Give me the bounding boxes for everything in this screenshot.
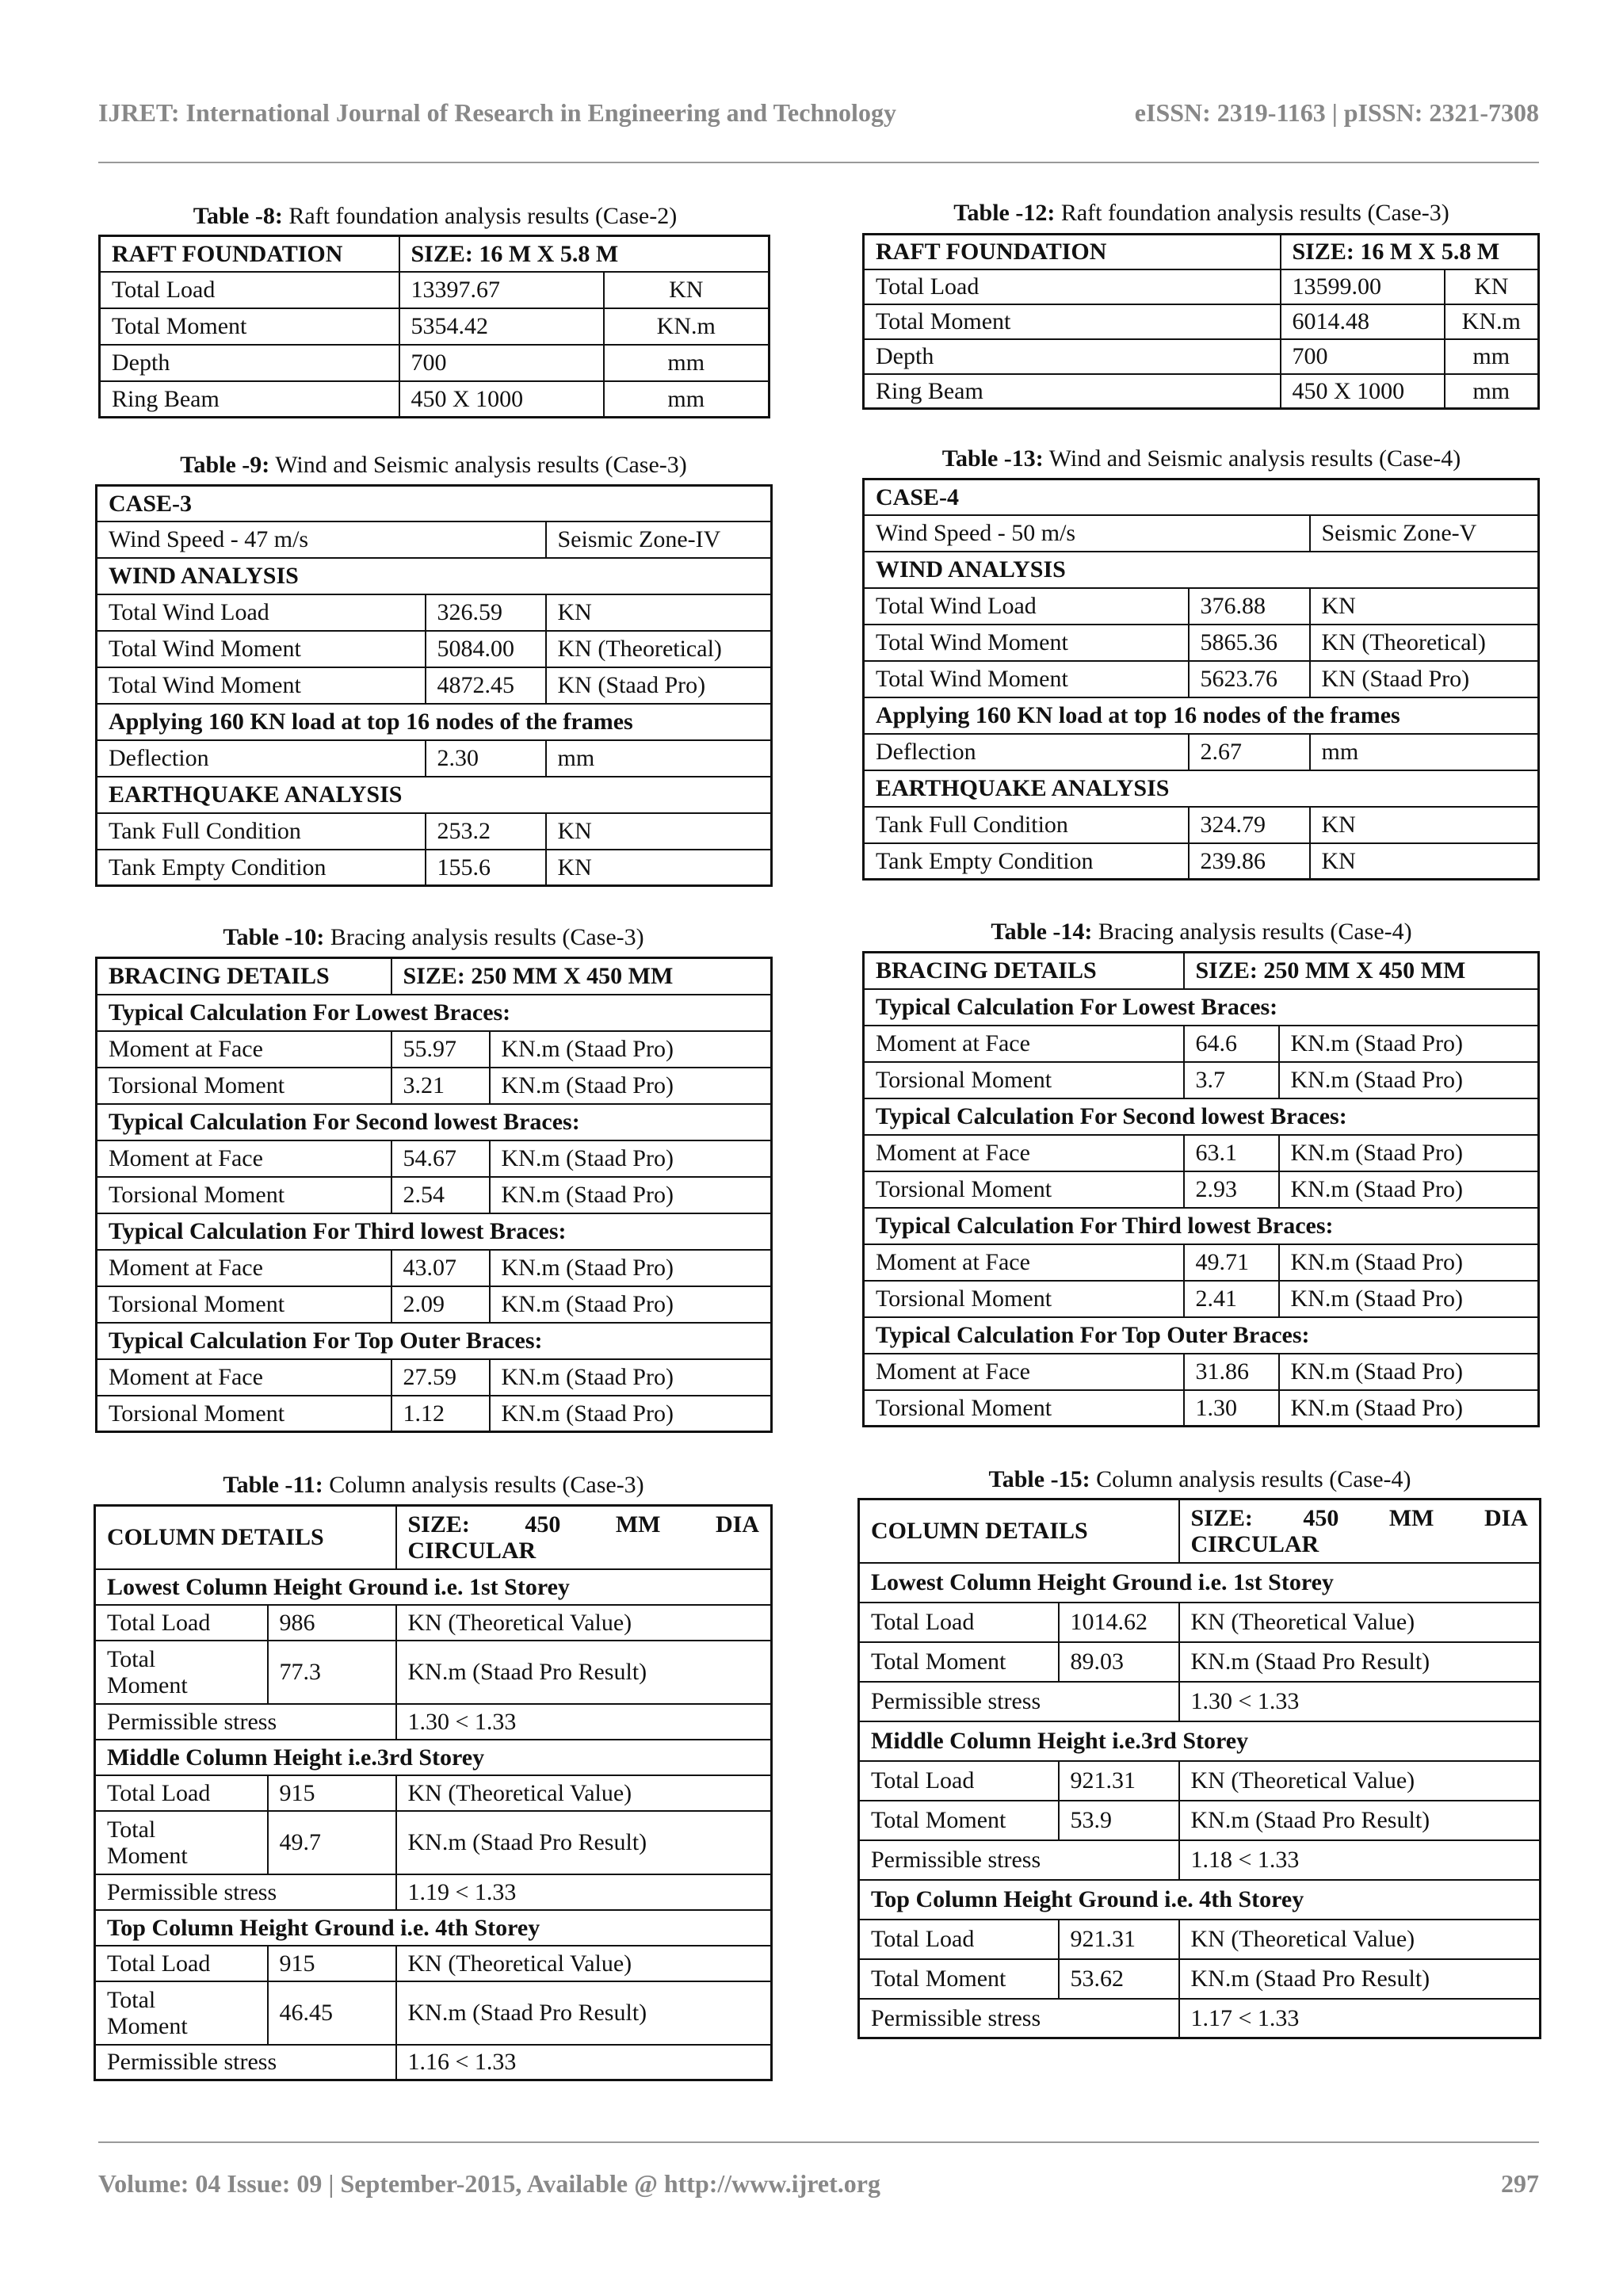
table-row-value: 155.6 [426,850,546,886]
load-application-note: Applying 160 KN load at top 16 nodes of the frames [864,697,1539,734]
table-row-value: 49.71 [1184,1244,1279,1281]
table-row-label: Moment at Face [97,1359,391,1396]
table-row-value: 1.30 < 1.33 [396,1704,772,1740]
table-row-unit: KN.m (Staad Pro Result) [396,1981,772,2045]
table-row-unit: KN.m (Staad Pro) [490,1286,772,1323]
table-9 [95,484,773,887]
table-row-label: Total Moment [100,308,399,345]
table-row-unit: KN [546,850,772,886]
table-row-label: Moment at Face [864,1354,1184,1390]
table-8 [98,235,770,418]
table-row-unit: KN.m (Staad Pro) [1279,1354,1539,1390]
table-8-header-size: SIZE: 16 M X 5.8 M [399,236,769,272]
table-row-label: Total Load [859,1761,1059,1801]
table-row-label: Torsional Moment [864,1062,1184,1098]
seismic-zone: Seismic Zone-IV [546,521,772,558]
table-row-label: Total Load [100,272,399,308]
table-row-unit: KN (Theoretical Value) [1179,1603,1541,1642]
table-row-value: 53.62 [1059,1959,1179,1999]
table-row-label: Deflection [97,740,426,777]
table-row-value: 700 [399,345,604,381]
column-group-title: Lowest Column Height Ground i.e. 1st Storey [859,1563,1541,1603]
table-row-label: Permissible stress [95,1704,396,1740]
table-row-label: Total Moment [95,1811,268,1874]
table-row-label: Ring Beam [100,381,399,418]
table-row-value: 2.09 [391,1286,490,1323]
table-row-unit: KN (Theoretical) [546,631,772,667]
column-group-title: Lowest Column Height Ground i.e. 1st Storey [95,1569,772,1605]
table-row-unit: KN [604,272,769,308]
table-13-caption: Table -13: Wind and Seismic analysis results (Case-4) [941,445,1461,472]
table-11-caption: Table -11: Column analysis results (Case-3) [223,1472,644,1498]
table-row-label: Total Moment [864,304,1281,339]
table-10-caption: Table -10: Bracing analysis results (Case-3) [223,924,644,950]
table-14 [862,951,1540,1427]
table-row-value: 376.88 [1189,588,1310,625]
table-row-label: Tank Full Condition [97,813,426,850]
table-row-unit: KN.m (Staad Pro) [490,1359,772,1396]
table-row-value: 89.03 [1059,1642,1179,1682]
table-row-label: Moment at Face [97,1140,391,1177]
table-row-unit: KN.m (Staad Pro Result) [396,1811,772,1874]
table-row-label: Total Load [859,1920,1059,1959]
table-row-value: 49.7 [268,1811,396,1874]
wind-analysis-heading: WIND ANALYSIS [97,558,772,594]
table-row-unit: mm [1310,734,1539,770]
table-row-value: 915 [268,1775,396,1811]
table-row-label: Permissible stress [859,1840,1179,1880]
table-row-unit: KN (Theoretical Value) [1179,1920,1541,1959]
brace-group-title: Typical Calculation For Third lowest Braces: [97,1213,772,1250]
table-row-label: Total Moment [95,1981,268,2045]
table-row-unit: KN [1310,588,1539,625]
table-row-unit: KN.m (Staad Pro Result) [396,1641,772,1704]
table-row-value: 239.86 [1189,843,1310,880]
table-row-value: 1.19 < 1.33 [396,1874,772,1910]
table-row-label: Permissible stress [95,1874,396,1910]
table-row-value: 46.45 [268,1981,396,2045]
table-row-unit: KN.m (Staad Pro Result) [1179,1801,1541,1840]
table-8-caption: Table -8: Raft foundation analysis results (Case-2) [193,203,678,229]
table-row-unit: KN.m (Staad Pro) [490,1068,772,1104]
table-row-label: Total Moment [95,1641,268,1704]
table-row-unit: KN.m (Staad Pro) [490,1250,772,1286]
table-14-header-bracing: BRACING DETAILS [864,953,1184,989]
table-row-value: 1.12 [391,1396,490,1432]
table-row-value: 326.59 [426,594,546,631]
table-row-value: 5865.36 [1189,625,1310,661]
table-row-unit: mm [604,345,769,381]
table-11 [94,1504,773,2081]
brace-group-title: Typical Calculation For Second lowest Braces: [97,1104,772,1140]
table-row-value: 1.18 < 1.33 [1179,1840,1541,1880]
footer-divider [98,2141,1539,2143]
table-row-unit: KN (Theoretical Value) [396,1775,772,1811]
brace-group-title: Typical Calculation For Lowest Braces: [864,989,1539,1026]
table-row-value: 4872.45 [426,667,546,704]
table-row-label: Permissible stress [95,2045,396,2080]
volume-info: Volume: 04 Issue: 09 | September-2015, Available @ http://www.ijret.org [98,2169,880,2198]
table-row-unit: KN.m (Staad Pro) [490,1396,772,1432]
table-row-value: 6014.48 [1281,304,1445,339]
table-row-label: Moment at Face [864,1135,1184,1171]
table-12-caption: Table -12: Raft foundation analysis results (Case-3) [953,200,1449,226]
table-row-unit: mm [604,381,769,418]
table-row-value: 5623.76 [1189,661,1310,697]
table-row-value: 43.07 [391,1250,490,1286]
table-row-label: Torsional Moment [97,1396,391,1432]
table-row-label: Total Moment [859,1959,1059,1999]
seismic-zone: Seismic Zone-V [1310,515,1539,552]
table-row-value: 63.1 [1184,1135,1279,1171]
table-row-unit: KN (Staad Pro) [546,667,772,704]
table-row-value: 2.54 [391,1177,490,1213]
table-row-label: Total Wind Moment [864,625,1189,661]
table-row-value: 450 X 1000 [399,381,604,418]
table-row-unit: KN.m (Staad Pro) [1279,1390,1539,1427]
table-row-value: 700 [1281,339,1445,374]
table-row-value: 77.3 [268,1641,396,1704]
table-row-value: 2.30 [426,740,546,777]
load-application-note: Applying 160 KN load at top 16 nodes of the frames [97,704,772,740]
table-10-header-size: SIZE: 250 MM X 450 MM [391,958,772,995]
table-row-value: 2.67 [1189,734,1310,770]
table-12-header-raft: RAFT FOUNDATION [864,235,1281,269]
table-row-label: Total Wind Load [864,588,1189,625]
issn-text: eISSN: 2319-1163 | pISSN: 2321-7308 [1134,98,1539,127]
table-row-value: 13599.00 [1281,269,1445,304]
table-row-value: 55.97 [391,1031,490,1068]
table-row-unit: KN.m [604,308,769,345]
table-row-label: Depth [864,339,1281,374]
table-15-caption: Table -15: Column analysis results (Case-4) [988,1466,1411,1492]
table-12 [862,233,1540,410]
column-group-title: Top Column Height Ground i.e. 4th Storey [95,1910,772,1946]
table-15 [857,1498,1541,2039]
table-row-label: Tank Empty Condition [97,850,426,886]
table-row-value: 324.79 [1189,807,1310,843]
table-row-value: 53.9 [1059,1801,1179,1840]
table-row-label: Moment at Face [97,1031,391,1068]
table-14-caption: Table -14: Bracing analysis results (Case-4) [991,919,1412,945]
wind-speed: Wind Speed - 50 m/s [864,515,1310,552]
table-row-unit: KN.m (Staad Pro) [1279,1062,1539,1098]
table-row-value: 54.67 [391,1140,490,1177]
table-row-label: Permissible stress [859,1999,1179,2038]
brace-group-title: Typical Calculation For Third lowest Braces: [864,1208,1539,1244]
table-row-unit: KN [546,813,772,850]
journal-title: IJRET: International Journal of Research in Engineering and Technology [98,98,896,127]
table-row-unit: KN.m (Staad Pro) [1279,1135,1539,1171]
table-row-unit: KN [1445,269,1539,304]
table-row-unit: KN.m (Staad Pro) [490,1140,772,1177]
table-row-unit: KN [546,594,772,631]
table-row-unit: KN.m (Staad Pro Result) [1179,1642,1541,1682]
table-row-unit: KN (Theoretical) [1310,625,1539,661]
table-row-value: 253.2 [426,813,546,850]
table-row-unit: KN (Staad Pro) [1310,661,1539,697]
table-row-unit: KN (Theoretical Value) [1179,1761,1541,1801]
table-8-header-raft: RAFT FOUNDATION [100,236,399,272]
table-row-unit: KN (Theoretical Value) [396,1946,772,1981]
table-row-label: Total Load [95,1775,268,1811]
table-14-header-size: SIZE: 250 MM X 450 MM [1184,953,1539,989]
table-row-label: Tank Full Condition [864,807,1189,843]
table-row-value: 2.41 [1184,1281,1279,1317]
table-row-label: Tank Empty Condition [864,843,1189,880]
table-row-label: Permissible stress [859,1682,1179,1721]
table-row-label: Depth [100,345,399,381]
table-15-header-size: SIZE: 450 MM DIA CIRCULAR [1179,1499,1541,1563]
table-row-value: 1.30 [1184,1390,1279,1427]
earthquake-analysis-heading: EARTHQUAKE ANALYSIS [864,770,1539,807]
table-row-unit: KN.m (Staad Pro) [1279,1026,1539,1062]
wind-analysis-heading: WIND ANALYSIS [864,552,1539,588]
wind-speed: Wind Speed - 47 m/s [97,521,546,558]
table-9-caption: Table -9: Wind and Seismic analysis results (Case-3) [180,452,687,478]
table-row-value: 915 [268,1946,396,1981]
table-row-label: Total Load [864,269,1281,304]
page-header [98,98,1539,130]
table-row-label: Ring Beam [864,374,1281,409]
table-15-header-column: COLUMN DETAILS [859,1499,1179,1563]
page-number: 297 [1501,2169,1539,2198]
table-row-value: 64.6 [1184,1026,1279,1062]
table-row-label: Total Wind Moment [97,667,426,704]
table-11-header-column: COLUMN DETAILS [95,1506,396,1569]
table-row-label: Total Wind Moment [864,661,1189,697]
table-row-label: Total Load [95,1946,268,1981]
table-row-value: 1.17 < 1.33 [1179,1999,1541,2038]
table-10-header-bracing: BRACING DETAILS [97,958,391,995]
table-row-value: 1.30 < 1.33 [1179,1682,1541,1721]
table-row-unit: mm [546,740,772,777]
column-group-title: Middle Column Height i.e.3rd Storey [859,1721,1541,1761]
table-row-label: Torsional Moment [97,1068,391,1104]
table-row-label: Deflection [864,734,1189,770]
brace-group-title: Typical Calculation For Second lowest Braces: [864,1098,1539,1135]
table-row-label: Torsional Moment [97,1286,391,1323]
table-row-value: 3.21 [391,1068,490,1104]
table-row-value: 5084.00 [426,631,546,667]
table-row-label: Torsional Moment [864,1390,1184,1427]
table-row-label: Torsional Moment [97,1177,391,1213]
table-row-label: Torsional Moment [864,1281,1184,1317]
table-row-label: Torsional Moment [864,1171,1184,1208]
table-13 [862,478,1540,881]
table-row-value: 27.59 [391,1359,490,1396]
page-footer [98,2169,1539,2201]
table-row-label: Total Wind Moment [97,631,426,667]
table-row-value: 1014.62 [1059,1603,1179,1642]
table-row-unit: mm [1445,374,1539,409]
table-row-label: Total Moment [859,1642,1059,1682]
table-row-unit: KN.m (Staad Pro) [490,1177,772,1213]
table-row-unit: KN.m (Staad Pro) [490,1031,772,1068]
table-row-value: 3.7 [1184,1062,1279,1098]
table-9-case: CASE-3 [97,486,772,521]
table-row-value: 5354.42 [399,308,604,345]
table-row-unit: KN [1310,807,1539,843]
table-row-unit: KN.m (Staad Pro) [1279,1171,1539,1208]
table-11-header-size: SIZE: 450 MM DIA CIRCULAR [396,1506,772,1569]
brace-group-title: Typical Calculation For Lowest Braces: [97,995,772,1031]
table-row-label: Moment at Face [864,1026,1184,1062]
table-row-label: Total Moment [859,1801,1059,1840]
column-group-title: Middle Column Height i.e.3rd Storey [95,1740,772,1775]
column-group-title: Top Column Height Ground i.e. 4th Storey [859,1880,1541,1920]
table-row-unit: KN (Theoretical Value) [396,1605,772,1641]
table-row-unit: KN.m (Staad Pro Result) [1179,1959,1541,1999]
table-row-unit: mm [1445,339,1539,374]
table-10 [95,957,773,1433]
table-row-value: 13397.67 [399,272,604,308]
table-row-value: 31.86 [1184,1354,1279,1390]
table-row-value: 921.31 [1059,1761,1179,1801]
table-row-unit: KN.m [1445,304,1539,339]
earthquake-analysis-heading: EARTHQUAKE ANALYSIS [97,777,772,813]
table-row-value: 450 X 1000 [1281,374,1445,409]
table-row-value: 2.93 [1184,1171,1279,1208]
table-row-value: 986 [268,1605,396,1641]
table-row-label: Moment at Face [97,1250,391,1286]
table-row-unit: KN [1310,843,1539,880]
brace-group-title: Typical Calculation For Top Outer Braces: [864,1317,1539,1354]
table-row-label: Total Load [859,1603,1059,1642]
table-row-unit: KN.m (Staad Pro) [1279,1244,1539,1281]
table-row-label: Total Wind Load [97,594,426,631]
table-row-value: 1.16 < 1.33 [396,2045,772,2080]
table-12-header-size: SIZE: 16 M X 5.8 M [1281,235,1539,269]
table-row-value: 921.31 [1059,1920,1179,1959]
table-row-label: Moment at Face [864,1244,1184,1281]
brace-group-title: Typical Calculation For Top Outer Braces: [97,1323,772,1359]
table-row-label: Total Load [95,1605,268,1641]
table-13-case: CASE-4 [864,479,1539,515]
table-row-unit: KN.m (Staad Pro) [1279,1281,1539,1317]
header-divider [98,162,1539,163]
